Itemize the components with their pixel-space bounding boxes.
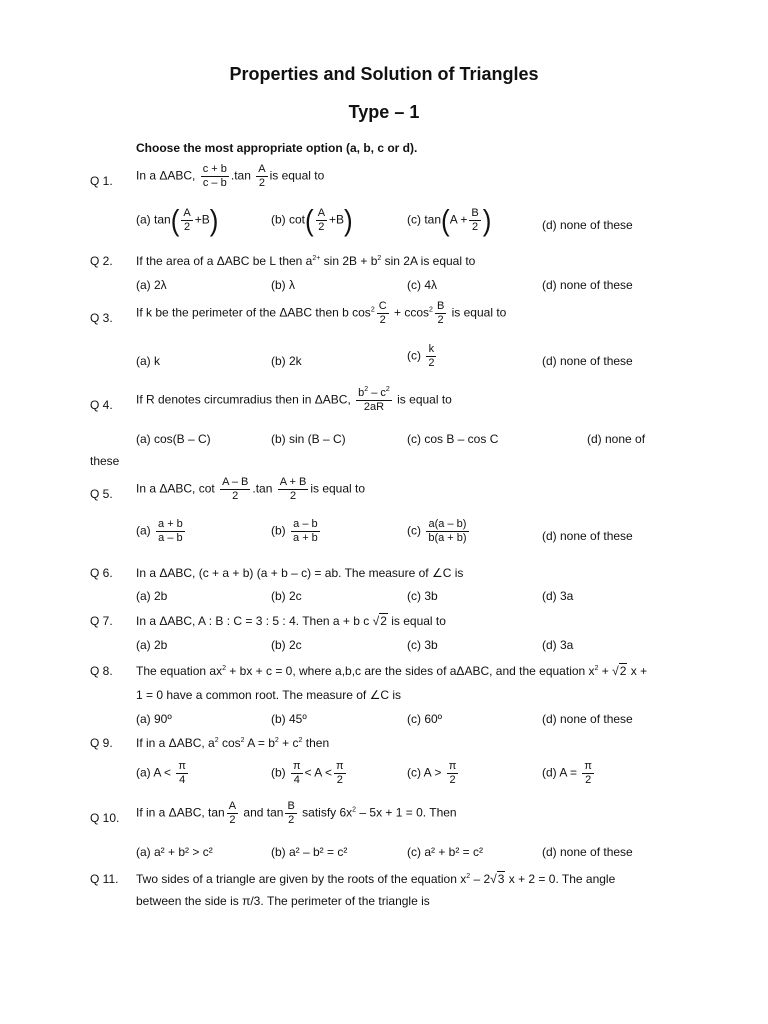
option-d: (d) none of xyxy=(587,432,646,446)
option-a: (a) 2b xyxy=(136,589,168,603)
page-subtitle: Type – 1 xyxy=(348,102,420,122)
option-b: (b) $\frac{a - b}{a + b}$ xyxy=(271,518,318,544)
option-d: (d) none of these xyxy=(542,712,633,726)
option-c: (c) a² + b² = c² xyxy=(407,845,484,859)
option-a: (a) 90º xyxy=(136,712,172,726)
question-number: Q 9. xyxy=(90,736,113,750)
question-text-line2: between the side is π/3. The perimeter of the triangle is xyxy=(136,894,430,908)
question-text: If in a ΔABC, tan $\frac{A}{2}$ and tan $\frac{B}{2}$ satisfy $6x^2 - 5x + 1 = 0$. Then xyxy=(136,800,457,826)
question-number: Q 7. xyxy=(90,614,113,628)
question-number: Q 10. xyxy=(90,811,120,825)
option-b: (b) 2c xyxy=(271,589,302,603)
option-d: (d) none of these xyxy=(542,354,633,368)
option-d: (d) none of these xyxy=(542,278,633,292)
option-b: (b) cot( $\frac{A}{2}$ +B) xyxy=(271,202,353,238)
option-a: (a) A < $\frac{\pi}{4}$ xyxy=(136,760,186,786)
option-c: (c) cos B – cos C xyxy=(407,432,499,446)
option-d-continued: these xyxy=(90,454,120,468)
question-text-line2: 1 = 0 have a common root. The measure of ∠C is xyxy=(136,688,401,702)
sqrt-symbol: √2 xyxy=(372,614,387,628)
question-number: Q 6. xyxy=(90,566,113,580)
option-c: (c) 3b xyxy=(407,638,438,652)
option-d: (d) none of these xyxy=(542,529,633,543)
option-b: (b) a² – b² = c² xyxy=(271,845,348,859)
option-b: (b) $\frac{\pi}{4}$ < A < $\frac{\pi}{2}$ xyxy=(271,760,344,786)
question-text: If in a ΔABC, $a^2$ $\cos^2 A = b^2 + c^2$ then xyxy=(136,736,330,750)
option-a: (a) k xyxy=(136,354,160,368)
option-c: (c) $\frac{k}{2}$ xyxy=(407,343,435,369)
option-c: (c) tan(A + $\frac{B}{2}$ ) xyxy=(407,202,492,238)
option-d: (d) none of these xyxy=(542,218,633,232)
question-number: Q 11. xyxy=(90,872,119,886)
question-number: Q 2. xyxy=(90,254,113,268)
option-b: (b) 45º xyxy=(271,712,307,726)
question-text: In a ΔABC, (c + a + b) (a + b – c) = ab. The measure of ∠C is xyxy=(136,566,464,580)
question-number: Q 5. xyxy=(90,487,113,501)
option-b: (b) 2k xyxy=(271,354,302,368)
question-text: If the area of a ΔABC be L then $a^{2+}$ $\sin 2B + b^2$ sin 2A is equal to xyxy=(136,254,476,268)
question-text: In a ΔABC, $\frac{c + b}{c - b}$ .tan $\frac{A}{2}$ is equal to xyxy=(136,163,325,189)
question-number: Q 1. xyxy=(90,174,113,188)
question-number: Q 4. xyxy=(90,398,113,412)
option-a: (a) cos(B – C) xyxy=(136,432,211,446)
question-number: Q 8. xyxy=(90,664,113,678)
option-a: (a) tan( $\frac{A}{2}$ +B) xyxy=(136,202,219,238)
option-d: (d) none of these xyxy=(542,845,633,859)
option-a: (a) 2λ xyxy=(136,278,167,292)
question-text: If k be the perimeter of the ΔABC then b $\cos^2$ $\frac{C}{2}$ + ccos$^2$ $\frac{B}{2}$ is equal to xyxy=(136,300,507,326)
question-number: Q 3. xyxy=(90,311,113,325)
question-text: The equation $ax^2$ + bx + c = 0, where a,b,c are the sides of aΔABC, and the equation $x^2 + √2$ x + xyxy=(136,664,648,678)
question-text: If R denotes circumradius then in ΔABC, $\frac{b^2 - c^2}{2aR}$ is equal to xyxy=(136,386,452,413)
sqrt-symbol: √2 xyxy=(612,664,627,678)
question-text: Two sides of a triangle are given by the roots of the equation $x^2 - 2√3$ x + 2 = 0. The angle xyxy=(136,872,616,886)
option-b: (b) sin (B – C) xyxy=(271,432,346,446)
option-d: (d) 3a xyxy=(542,638,574,652)
page-title: Properties and Solution of Triangles xyxy=(229,64,539,84)
option-c: (c) 4λ xyxy=(407,278,437,292)
option-a: (a) 2b xyxy=(136,638,168,652)
option-c: (c) A > $\frac{\pi}{2}$ xyxy=(407,760,457,786)
instruction: Choose the most appropriate option (a, b, c or d). xyxy=(136,141,418,155)
option-b: (b) λ xyxy=(271,278,295,292)
option-c: (c) $\frac{a(a - b)}{b(a + b)}$ xyxy=(407,518,467,544)
option-a: (a) a² + b² > c² xyxy=(136,845,213,859)
question-text: In a ΔABC, A : B : C = 3 : 5 : 4. Then a + b c √2 is equal to xyxy=(136,614,446,628)
option-d: (d) 3a xyxy=(542,589,574,603)
option-d: (d) A = $\frac{\pi}{2}$ xyxy=(542,760,592,786)
option-c: (c) 3b xyxy=(407,589,438,603)
option-c: (c) 60º xyxy=(407,712,443,726)
sqrt-symbol: √3 xyxy=(490,872,505,886)
question-text: In a ΔABC, cot $\frac{A - B}{2}$ .tan $\frac{A + B}{2}$ is equal to xyxy=(136,476,366,502)
option-a: (a) $\frac{a + b}{a - b}$ xyxy=(136,518,183,544)
option-b: (b) 2c xyxy=(271,638,302,652)
